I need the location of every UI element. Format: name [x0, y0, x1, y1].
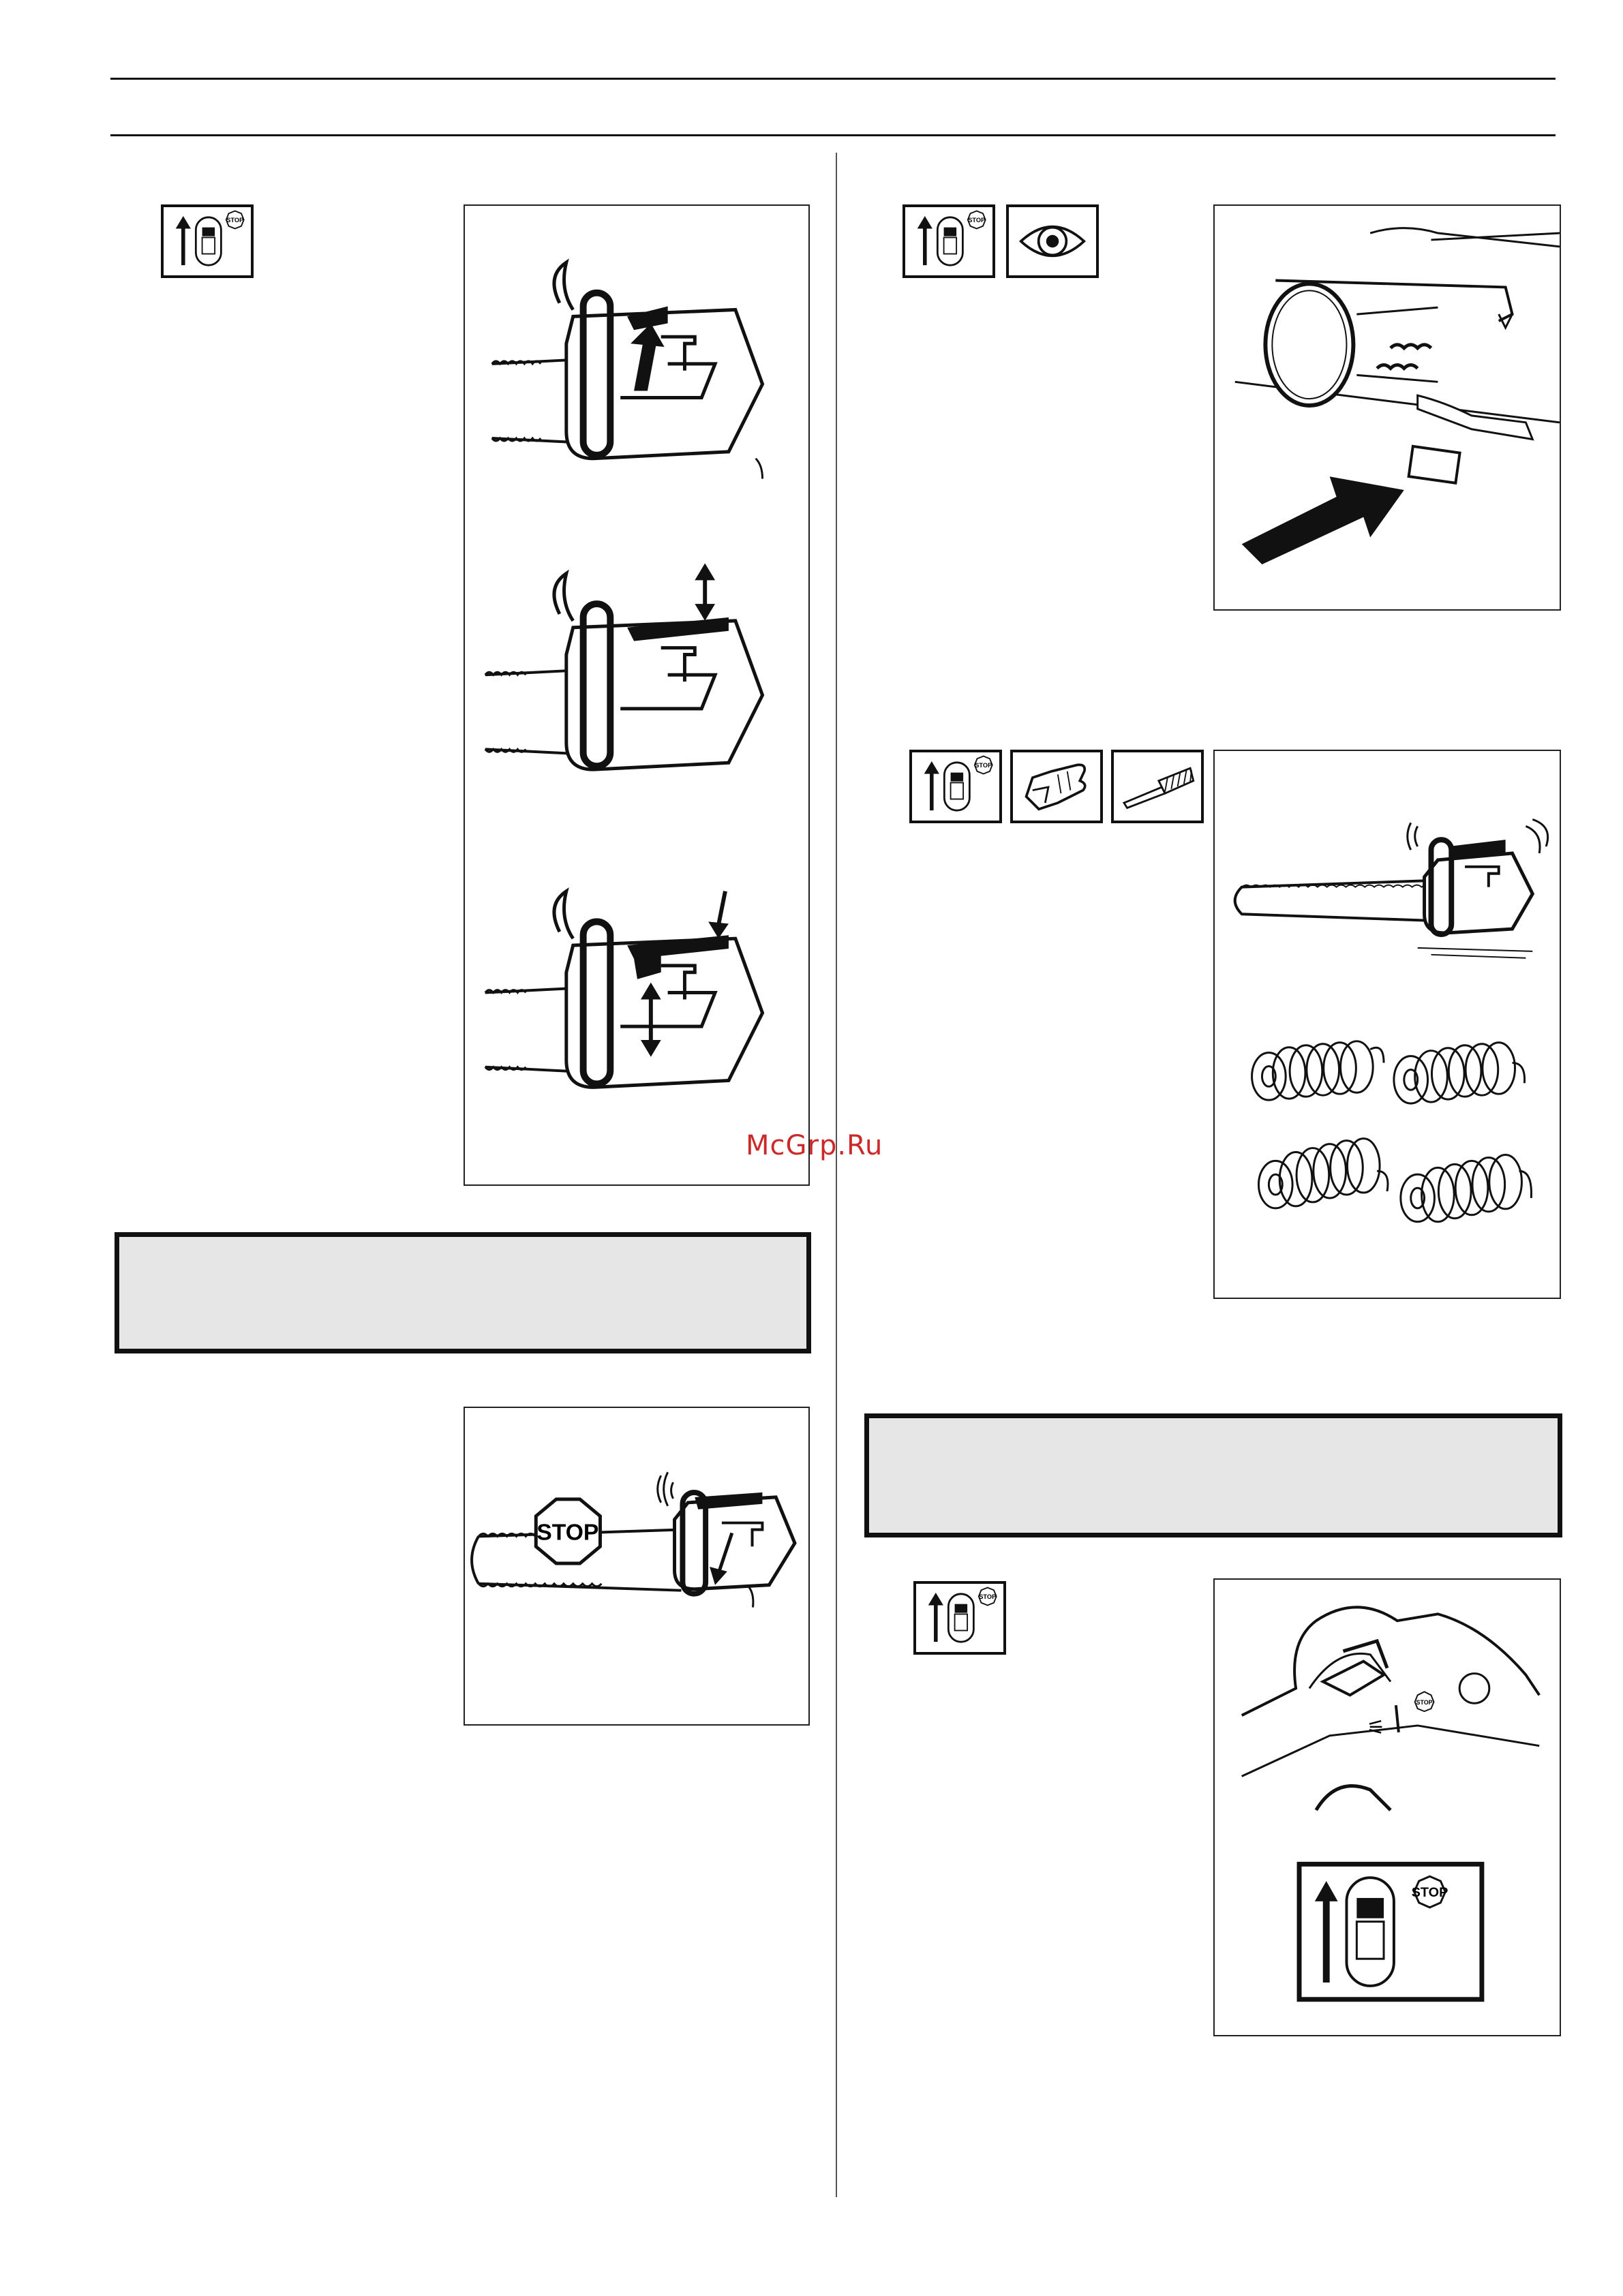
stop-icon-label: STOP: [226, 217, 244, 224]
stop-switch-plate: [1299, 1864, 1482, 1999]
chainsaw-brake-check: [485, 564, 763, 770]
right-warning-box: [864, 1413, 1562, 1537]
chainsaw-brake-release: [485, 891, 763, 1088]
chainsaw-brake-engage: [492, 262, 763, 478]
header-top-rule: [110, 78, 1556, 80]
header-bottom-rule: [110, 134, 1556, 136]
stop-switch-icon: [909, 750, 1002, 823]
vibration-damping-springs: [1252, 1041, 1532, 1222]
brush-icon: [1111, 750, 1204, 823]
stop-sign-text: STOP: [536, 1519, 599, 1546]
svg-text:STOP: STOP: [979, 1593, 997, 1601]
watermark: McGrp.Ru: [746, 1130, 883, 1161]
stop-switch-icon: [902, 204, 995, 278]
glove-icon: [1010, 750, 1103, 823]
svg-text:STOP: STOP: [1416, 1699, 1433, 1706]
eye-icon: [1006, 204, 1099, 278]
choke-symbol: ⚟: [1367, 1716, 1385, 1739]
column-divider: [836, 153, 837, 2197]
stop-switch-icon: [161, 204, 254, 278]
svg-text:STOP: STOP: [968, 217, 986, 224]
chain-catcher-figure-panel: [1213, 204, 1561, 611]
stop-switch-icon: [913, 1581, 1006, 1655]
switch-plate-stop-text: STOP: [1411, 1884, 1448, 1900]
chain-brake-figure-panel: [464, 204, 810, 1186]
chainsaw-side-view: [1235, 819, 1548, 958]
stop-chain-figure-panel: [464, 1407, 810, 1726]
stop-switch-figure-panel: [1213, 1578, 1561, 2036]
svg-text:STOP: STOP: [975, 762, 992, 769]
anti-vibration-figure-panel: [1213, 750, 1561, 1299]
left-warning-box: [115, 1232, 811, 1353]
